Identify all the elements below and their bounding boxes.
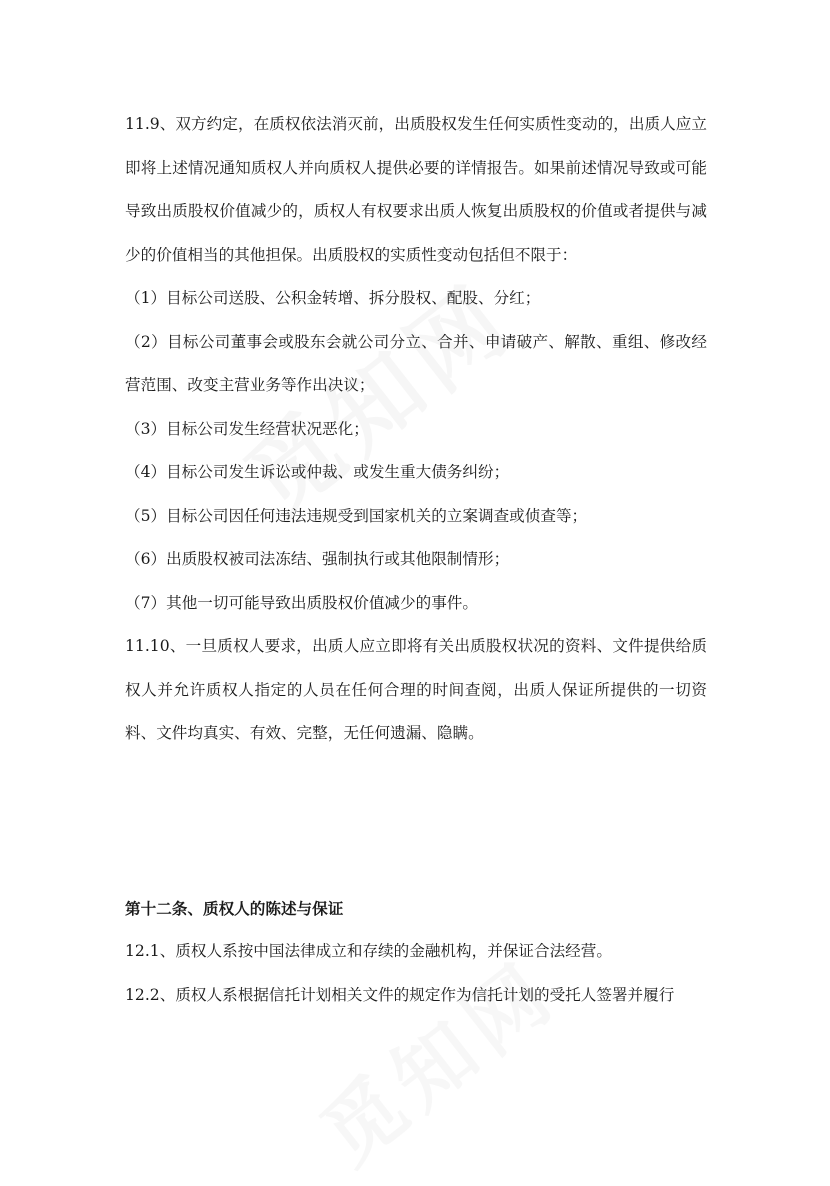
clause-12-2: 12.2、质权人系根据信托计划相关文件的规定作为信托计划的受托人签署并履行: [125, 985, 675, 1004]
list-item: （5）目标公司因任何违法违规受到国家机关的立案调查或侦查等；: [125, 506, 588, 525]
list-item: （1）目标公司送股、公积金转增、拆分股权、配股、分红；: [125, 289, 541, 307]
list-item: （7）其他一切可能导致出质股权价值减少的事件。: [125, 593, 478, 612]
document-body: [125, 103, 707, 1017]
list-item: （6）出质股权被司法冻结、强制执行或其他限制情形；: [125, 550, 510, 568]
section-spacer: [125, 756, 707, 887]
section-heading: 第十二条、质权人的陈述与保证: [125, 898, 344, 918]
list-item: （4）目标公司发生诉讼或仲裁、或发生重大债务纠纷；: [125, 463, 510, 481]
clause-11-9: 11.9、双方约定，在质权依法消灭前，出质股权发生任何实质性变动的，出质人应立即将上述情况通知质权人并向质权人提供必要的详情报告。如果前述情况导致或可能导致出质股权价值减少的，质权人有权要求出质人恢复出质股权的价值或者提供与减少的价值相当的其他担保。出质股权的实质性变动包括但不限于：: [125, 115, 707, 264]
list-item: （3）目标公司发生经营状况恶化；: [125, 419, 369, 438]
clause-12-1: 12.1、质权人系按中国法律成立和存续的金融机构，并保证合法经营。: [125, 942, 612, 960]
clause-11-10: 11.10、一旦质权人要求，出质人应立即将有关出质股权状况的资料、文件提供给质权人并允许质权人指定的人员在任何合理的时间查阅，出质人保证所提供的一切资料、文件均真实、有效、完整，无任何遗漏、隐瞒。: [125, 637, 707, 742]
list-item: （2）目标公司董事会或股东会就公司分立、合并、申请破产、解散、重组、修改经营范围、改变主营业务等作出决议；: [125, 332, 707, 394]
